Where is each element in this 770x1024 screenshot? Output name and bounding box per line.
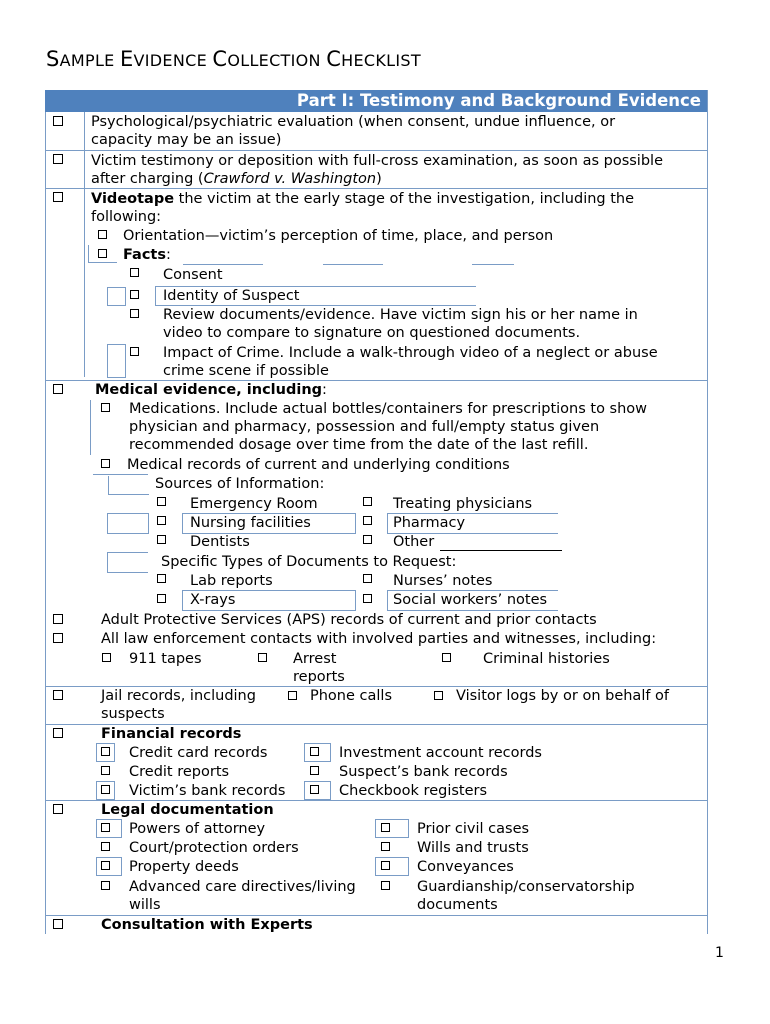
item-text: Property deeds: [129, 859, 239, 875]
item-text: Identity of Suspect: [163, 288, 300, 304]
checkbox[interactable]: [363, 594, 372, 603]
item-text: Orientation—victim’s perception of time, place, and person: [123, 228, 554, 244]
item-text: Specific Types of Documents to Request:: [161, 554, 457, 570]
other-blank[interactable]: [440, 550, 562, 551]
item-text: Financial records: [101, 726, 242, 742]
page-number: 1: [715, 945, 724, 961]
checkbox[interactable]: [101, 861, 110, 870]
item-text: Legal documentation: [101, 802, 274, 818]
checkbox[interactable]: [381, 861, 390, 870]
item-text: Lab reports: [190, 573, 273, 589]
checkbox[interactable]: [53, 690, 63, 700]
checkbox[interactable]: [258, 653, 267, 662]
checkbox[interactable]: [288, 691, 297, 700]
item-text: Conveyances: [417, 859, 514, 875]
title-part: AMPLE: [59, 51, 120, 70]
item-text: 911 tapes: [129, 651, 202, 667]
row-rule: [45, 188, 707, 189]
item-text: Nurses’ notes: [393, 573, 493, 589]
checkbox[interactable]: [53, 728, 63, 738]
checkbox[interactable]: [53, 192, 63, 202]
checkbox[interactable]: [53, 614, 63, 624]
checkbox[interactable]: [53, 154, 63, 164]
item-text: recommended dosage over time from the date of the last refill.: [129, 437, 589, 453]
item-text: Suspect’s bank records: [339, 764, 508, 780]
item-text: Victim testimony or deposition with full-cross examination, as soon as possible: [91, 153, 663, 169]
checkbox[interactable]: [381, 881, 390, 890]
item-text: Adult Protective Services (APS) records of current and prior contacts: [101, 612, 597, 628]
form-cell: [108, 476, 149, 495]
checkbox[interactable]: [363, 574, 372, 583]
checkbox[interactable]: [102, 653, 111, 662]
section-header: Part I: Testimony and Background Evidence: [45, 90, 707, 112]
form-cell: [107, 287, 126, 306]
row-rule: [45, 150, 707, 151]
checkbox[interactable]: [363, 497, 372, 506]
checkbox[interactable]: [53, 919, 63, 929]
item-text: Medications. Include actual bottles/containers for prescriptions to show: [129, 401, 648, 417]
item-text: video to compare to signature on questioned documents.: [163, 325, 581, 341]
checkbox[interactable]: [53, 804, 63, 814]
item-text: Phone calls: [310, 688, 392, 704]
checkbox[interactable]: [53, 384, 63, 394]
checkbox[interactable]: [101, 881, 110, 890]
checkbox[interactable]: [442, 653, 451, 662]
item-text: Medical evidence, including:: [95, 382, 327, 398]
checkbox[interactable]: [101, 459, 110, 468]
checkbox[interactable]: [101, 747, 110, 756]
item-text: Powers of attorney: [129, 821, 266, 837]
form-cell: [107, 552, 148, 573]
column-divider: [90, 400, 91, 455]
checkbox[interactable]: [434, 691, 443, 700]
item-text: Dentists: [190, 534, 250, 550]
form-cell: [107, 513, 149, 534]
item-text: Checkbook registers: [339, 783, 488, 799]
item-text: wills: [129, 897, 161, 913]
title-cap: E: [119, 47, 134, 71]
checkbox[interactable]: [101, 823, 110, 832]
title-part: HECKLIST: [341, 51, 421, 70]
item-text: Sources of Information:: [155, 476, 325, 492]
item-text: following:: [91, 209, 162, 225]
checkbox[interactable]: [363, 516, 372, 525]
checkbox[interactable]: [98, 249, 107, 258]
item-text: Credit reports: [129, 764, 230, 780]
checkbox[interactable]: [157, 497, 166, 506]
title-cap: C: [212, 47, 228, 71]
checkbox[interactable]: [130, 290, 139, 299]
checkbox[interactable]: [157, 594, 166, 603]
title-cap: C: [326, 47, 342, 71]
item-text: suspects: [101, 706, 165, 722]
item-text: Pharmacy: [393, 515, 466, 531]
item-text: Guardianship/conservatorship: [417, 879, 635, 895]
item-text: Consultation with Experts: [101, 917, 313, 933]
checkbox[interactable]: [101, 785, 110, 794]
title-part: OLLECTION: [227, 51, 327, 70]
item-text: Emergency Room: [190, 496, 318, 512]
checkbox[interactable]: [101, 842, 110, 851]
item-text: Review documents/evidence. Have victim sign his or her name in: [163, 307, 638, 323]
checkbox[interactable]: [157, 516, 166, 525]
item-text: reports: [293, 669, 345, 685]
item-text: Social workers’ notes: [393, 592, 548, 608]
checkbox[interactable]: [310, 785, 319, 794]
checkbox[interactable]: [101, 403, 110, 412]
title-part: VIDENCE: [133, 51, 213, 70]
checkbox[interactable]: [310, 766, 319, 775]
item-text: X-rays: [190, 592, 236, 608]
item-text: Criminal histories: [483, 651, 610, 667]
checkbox[interactable]: [130, 268, 139, 277]
item-text: Facts:: [123, 247, 171, 263]
checkbox[interactable]: [101, 766, 110, 775]
item-text: after charging (Crawford v. Washington): [91, 171, 382, 187]
item-text: Arrest: [293, 651, 337, 667]
checkbox[interactable]: [310, 747, 319, 756]
form-rule: [323, 264, 383, 265]
item-text: Credit card records: [129, 745, 268, 761]
form-rule: [93, 474, 148, 475]
checkbox[interactable]: [53, 116, 63, 126]
form-rule: [472, 264, 514, 265]
item-text: capacity may be an issue): [91, 132, 282, 148]
item-text: Consent: [163, 267, 223, 283]
item-text: Videotape the victim at the early stage of the investigation, including the: [91, 191, 635, 207]
item-text: Wills and trusts: [417, 840, 529, 856]
item-text: documents: [417, 897, 498, 913]
item-text: Court/protection orders: [129, 840, 299, 856]
item-text: Visitor logs by or on behalf of: [456, 688, 670, 704]
checkbox[interactable]: [130, 309, 139, 318]
checkbox[interactable]: [53, 633, 63, 643]
column-divider: [84, 112, 85, 377]
item-text: Investment account records: [339, 745, 542, 761]
item-text: Other: [393, 534, 435, 550]
checkbox[interactable]: [130, 347, 139, 356]
item-text: Treating physicians: [393, 496, 533, 512]
title-cap: S: [46, 47, 60, 71]
checkbox[interactable]: [363, 535, 372, 544]
item-text: All law enforcement contacts with involved parties and witnesses, including:: [101, 631, 657, 647]
checkbox[interactable]: [381, 842, 390, 851]
item-text: Psychological/psychiatric evaluation (when consent, undue influence, or: [91, 114, 616, 130]
form-cell: [107, 344, 126, 378]
checkbox[interactable]: [157, 535, 166, 544]
item-text: Advanced care directives/living: [129, 879, 356, 895]
item-text: Jail records, including: [101, 688, 256, 704]
item-text: Victim’s bank records: [129, 783, 286, 799]
item-text: physician and pharmacy, possession and full/empty status given: [129, 419, 600, 435]
item-text: Medical records of current and underlying conditions: [127, 457, 510, 473]
item-text: Nursing facilities: [190, 515, 311, 531]
document-title: [46, 47, 421, 71]
item-text: Impact of Crime. Include a walk-through video of a neglect or abuse: [163, 345, 658, 361]
checkbox[interactable]: [98, 230, 107, 239]
checkbox[interactable]: [381, 823, 390, 832]
form-rule: [183, 264, 263, 265]
item-text: Prior civil cases: [417, 821, 530, 837]
checkbox[interactable]: [157, 574, 166, 583]
item-text: crime scene if possible: [163, 363, 329, 379]
